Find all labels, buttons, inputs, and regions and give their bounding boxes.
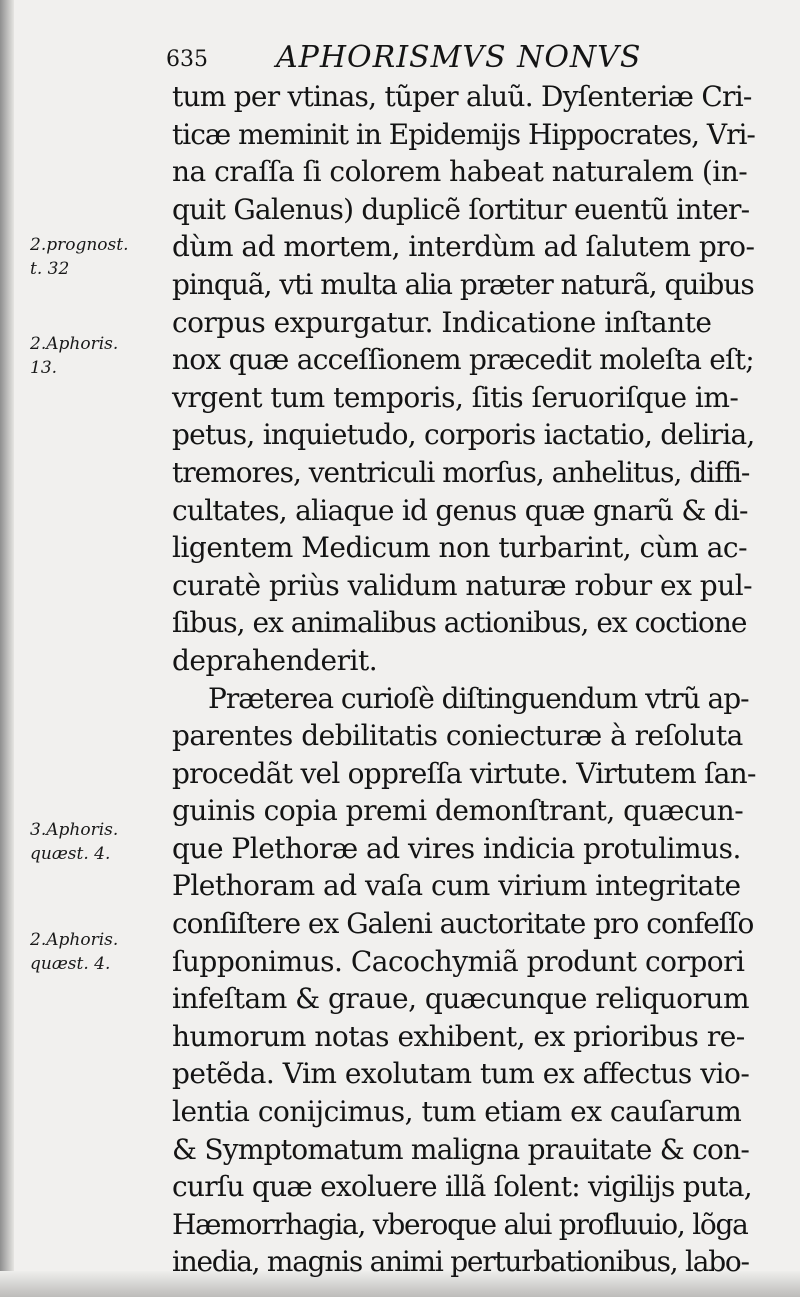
text-line: Præterea curioſè diſtinguendum vtrũ ap- bbox=[208, 681, 749, 715]
text-line: conſiſtere ex Galeni auctoritate pro confeſſo bbox=[172, 907, 754, 941]
text-line: nox quæ acceſſionem præcedit moleſta eſt; bbox=[172, 343, 754, 377]
text-line: Hæmorrhagia, vberoque alui profluuio, lõga bbox=[172, 1207, 748, 1241]
text-line: humorum notas exhibent, ex prioribus re- bbox=[172, 1019, 745, 1053]
text-line: guinis copia premi demonſtrant, quæcun- bbox=[172, 794, 744, 828]
text-line: que Plethoræ ad vires indicia protulimus. bbox=[172, 831, 741, 865]
margin-note-line: 13. bbox=[30, 358, 58, 378]
margin-note-line: 2.prognost. bbox=[30, 235, 129, 255]
text-line: & Symptomatum maligna prauitate & con- bbox=[172, 1132, 750, 1166]
text-line: cultates, aliaque id genus quæ gnarũ & di- bbox=[172, 493, 748, 527]
margin-note bbox=[30, 928, 170, 976]
margin-note bbox=[30, 332, 170, 380]
text-line: deprahenderit. bbox=[172, 643, 378, 677]
margin-note bbox=[30, 233, 170, 281]
text-line: ſibus, ex animalibus actionibus, ex coctione bbox=[172, 606, 747, 640]
text-line: ſupponimus. Cacochymiã produnt corpori bbox=[172, 944, 745, 978]
text-line: quit Galenus) duplicẽ ſortitur euentũ inter- bbox=[172, 192, 750, 226]
text-line: na craſſa ſi colorem habeat naturalem (in- bbox=[172, 155, 748, 189]
margin-note-line: quæst. 4. bbox=[30, 954, 111, 974]
text-line: tum per vtinas, tũper aluũ. Dyſenteriæ Cri- bbox=[172, 80, 752, 113]
margin-note-line: 2.Aphoris. bbox=[30, 930, 119, 950]
running-head-title: APHORISMVS NONVS bbox=[276, 40, 642, 75]
text-line: petẽda. Vim exolutam tum ex affectus vio- bbox=[172, 1057, 750, 1091]
margin-note-line: t. 32 bbox=[30, 259, 70, 279]
text-line: parentes debilitatis coniecturæ à reſoluta bbox=[172, 719, 743, 753]
text-line: curatè priùs validum naturæ robur ex pul- bbox=[172, 568, 753, 602]
text-line: corpus expurgatur. Indicatione inſtante bbox=[172, 305, 712, 339]
text-line: pinquã, vti multa alia præter naturã, quibus bbox=[172, 267, 754, 301]
body-text bbox=[172, 78, 756, 1281]
margin-note bbox=[30, 818, 170, 866]
running-head bbox=[166, 36, 726, 80]
margin-note-line: 2.Aphoris. bbox=[30, 334, 119, 354]
text-line: ligentem Medicum non turbarint, cùm ac- bbox=[172, 531, 748, 565]
text-line: dùm ad mortem, interdùm ad ſalutem pro- bbox=[172, 230, 755, 264]
text-line: tremores, ventriculi morſus, anhelitus, diffi- bbox=[172, 455, 750, 489]
margin-note-line: 3.Aphoris. bbox=[30, 820, 119, 840]
text-line: infeſtam & graue, quæcunque reliquorum bbox=[172, 982, 750, 1016]
text-line: inedia, magnis animi perturbationibus, labo- bbox=[172, 1245, 749, 1279]
text-line: curſu quæ exoluere illã ſolent: vigilijs puta, bbox=[172, 1170, 752, 1204]
text-line: ticæ meminit in Epidemijs Hippocrates, Vri- bbox=[172, 117, 755, 151]
text-line: procedãt vel oppreſſa virtute. Virtutem ſan- bbox=[172, 756, 756, 790]
text-line: vrgent tum temporis, ſitis ſeruoriſque im- bbox=[172, 380, 739, 414]
page-gutter-shadow bbox=[0, 0, 14, 1297]
text-line: petus, inquietudo, corporis iactatio, deliria, bbox=[172, 418, 755, 452]
text-line: Plethoram ad vaſa cum virium integritate bbox=[172, 869, 741, 903]
page-number: 635 bbox=[166, 47, 208, 72]
margin-note-line: quæst. 4. bbox=[30, 844, 111, 864]
text-line: lentia conijcimus, tum etiam ex cauſarum bbox=[172, 1095, 742, 1129]
